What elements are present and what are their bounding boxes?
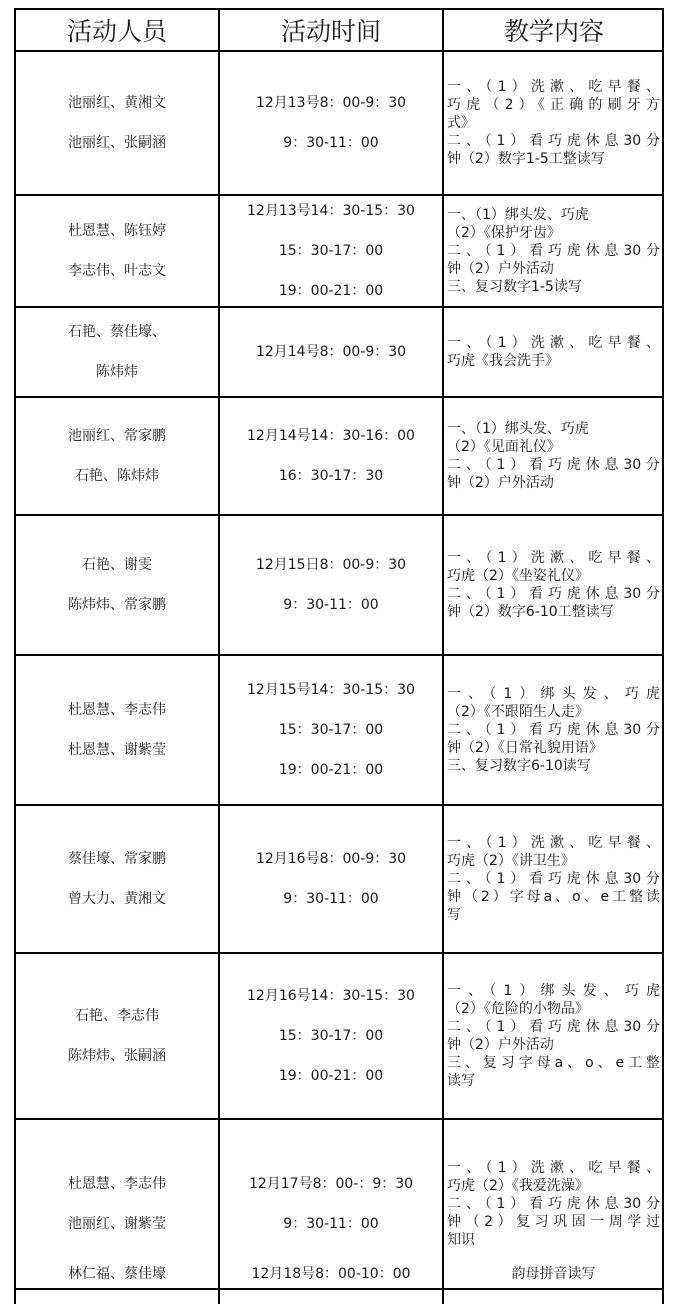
content-line: 一、（1）绑头发、巧虎 bbox=[447, 686, 660, 702]
person-line: 池丽红、张嗣涵 bbox=[68, 135, 166, 151]
person-line: 池丽红、常家鹏 bbox=[68, 428, 166, 444]
person-line: 石艳、李志伟 bbox=[75, 1008, 159, 1024]
person-line: 曾大力、黄湘文 bbox=[68, 891, 166, 907]
person-line: 石艳、陈炜炜 bbox=[75, 468, 159, 484]
content-line: 钟（2）户外活动 bbox=[447, 261, 554, 277]
people-cell bbox=[16, 516, 218, 654]
content-line: 二、（1）看巧虎休息30分 bbox=[447, 871, 660, 887]
person-line: 杜恩慧、李志伟 bbox=[68, 702, 166, 718]
content-line: 一、（1）洗漱、吃早餐、 bbox=[447, 79, 660, 95]
time-cell bbox=[220, 806, 442, 952]
content-line: 韵母拼音读写 bbox=[511, 1266, 596, 1282]
people-cell bbox=[16, 954, 218, 1118]
content-line: 钟（2）户外活动 bbox=[447, 1037, 554, 1053]
content-line: 钟（2）数字6-10工整读写 bbox=[447, 604, 614, 620]
time-line: 12月15号14：30-15：30 bbox=[247, 682, 415, 698]
schedule-table bbox=[14, 8, 664, 1304]
time-line: 12月14号8：00-9：30 bbox=[255, 344, 407, 360]
time-cell bbox=[220, 954, 442, 1118]
person-line: 石艳、蔡佳壕、 bbox=[68, 324, 166, 340]
content-cell bbox=[444, 196, 664, 306]
content-line: 二、（1）看巧虎休息30分 bbox=[447, 722, 660, 738]
person-line: 杜恩慧、谢紫莹 bbox=[68, 742, 166, 758]
content-line: 钟（2）字母a、o、e工整读 bbox=[447, 889, 660, 905]
time-line: 9：30-11：00 bbox=[283, 597, 379, 613]
time-line: 12月16号8：00-9：30 bbox=[255, 851, 407, 867]
content-cell bbox=[444, 398, 664, 514]
time-line: 9：30-11：00 bbox=[283, 891, 379, 907]
content-line: （2）《危险的小物品》 bbox=[447, 1001, 589, 1017]
time-cell bbox=[220, 398, 442, 514]
content-line: （2）《保护牙齿》 bbox=[447, 225, 561, 241]
time-line: 19：00-21：00 bbox=[278, 283, 384, 299]
content-line: 一、（1）洗漱、吃早餐、 bbox=[447, 1160, 660, 1176]
time-line: 12月13号14：30-15：30 bbox=[247, 203, 415, 219]
person-line: 陈炜炜、张嗣涵 bbox=[68, 1048, 166, 1064]
people-cell bbox=[16, 52, 218, 194]
content-line: 一、（1）绑头发、巧虎 bbox=[447, 207, 589, 223]
header-content: 教学内容 bbox=[503, 17, 604, 46]
content-line: 写 bbox=[447, 907, 461, 923]
people-cell bbox=[16, 656, 218, 804]
time-cell bbox=[220, 196, 442, 306]
content-line: （2）《见面礼仪》 bbox=[447, 439, 561, 455]
content-cell bbox=[444, 516, 664, 654]
content-line: 一、（1）洗漱、吃早餐、 bbox=[447, 335, 660, 351]
time-cell bbox=[220, 308, 442, 396]
time-line: 12月13号8：00-9：30 bbox=[255, 95, 407, 111]
content-line: 巧虎（2）《正确的刷牙方 bbox=[447, 97, 660, 113]
content-line: 一、（1）洗漱、吃早餐、 bbox=[447, 550, 660, 566]
person-line: 陈炜炜、常家鹏 bbox=[68, 597, 166, 613]
person-line: 陈炜炜 bbox=[96, 364, 138, 380]
time-line: 19：00-21：00 bbox=[278, 1068, 384, 1084]
content-line: 二、（1）看巧虎休息30分 bbox=[447, 243, 660, 259]
time-line: 12月16号14：30-15：30 bbox=[247, 988, 415, 1004]
content-line: 钟（2）数字1-5工整读写 bbox=[447, 151, 605, 167]
content-cell bbox=[444, 308, 664, 396]
person-line: 杜恩慧、陈钰婷 bbox=[68, 223, 166, 239]
content-line: 二、（1）看巧虎休息30分 bbox=[447, 1196, 660, 1212]
content-line: 巧虎（2）《坐姿礼仪》 bbox=[447, 568, 589, 584]
time-line: 9：30-11：00 bbox=[283, 1216, 379, 1232]
content-line: 钟（2）复习巩固一周学过 bbox=[447, 1214, 660, 1230]
content-cell bbox=[444, 954, 664, 1118]
content-line: 巧虎（2）《我爱洗澡》 bbox=[447, 1178, 589, 1194]
content-line: 钟（2）户外活动 bbox=[447, 475, 554, 491]
time-cell bbox=[220, 656, 442, 804]
time-line: 15：30-17：00 bbox=[278, 1028, 384, 1044]
content-line: 一、（1）绑头发、巧虎 bbox=[447, 983, 660, 999]
person-line: 李志伟、叶志文 bbox=[68, 263, 166, 279]
header-people: 活动人员 bbox=[66, 17, 167, 46]
row-divider bbox=[16, 1288, 662, 1290]
time-line: 12月17号8：00-：9：30 bbox=[248, 1176, 414, 1192]
content-line: 三、复习数字6-10读写 bbox=[447, 758, 591, 774]
content-line: 读写 bbox=[447, 1073, 475, 1089]
time-line: 16：30-17：30 bbox=[278, 468, 384, 484]
person-line: 石艳、谢雯 bbox=[82, 557, 152, 573]
content-line: 二、（1）看巧虎休息30分 bbox=[447, 133, 660, 149]
person-line: 林仁福、蔡佳壕 bbox=[68, 1266, 166, 1282]
time-line: 19：00-21：00 bbox=[278, 762, 384, 778]
time-line: 15：30-17：00 bbox=[278, 243, 384, 259]
people-cell bbox=[16, 308, 218, 396]
time-line: 15：30-17：00 bbox=[278, 722, 384, 738]
content-line: 三、复习字母a、o、e工整 bbox=[447, 1055, 660, 1071]
person-line: 池丽红、黄湘文 bbox=[68, 95, 166, 111]
time-line: 12月18号8：00-10：00 bbox=[251, 1266, 411, 1282]
content-line: 知识 bbox=[447, 1232, 475, 1248]
content-line: 一、（1）洗漱、吃早餐、 bbox=[447, 835, 660, 851]
content-line: 二、（1）看巧虎休息30分 bbox=[447, 1019, 660, 1035]
content-line: 三、复习数字1-5读写 bbox=[447, 279, 582, 295]
time-line: 12月15日8：00-9：30 bbox=[255, 557, 407, 573]
content-line: 二、（1）看巧虎休息30分 bbox=[447, 586, 660, 602]
content-cell bbox=[444, 656, 664, 804]
person-line: 蔡佳壕、常家鹏 bbox=[68, 851, 166, 867]
people-cell bbox=[16, 196, 218, 306]
people-cell bbox=[16, 1260, 218, 1288]
time-cell bbox=[220, 516, 442, 654]
content-line: 钟（2）《日常礼貌用语》 bbox=[447, 740, 603, 756]
people-cell bbox=[16, 398, 218, 514]
content-cell bbox=[444, 52, 664, 194]
header-time: 活动时间 bbox=[280, 17, 381, 46]
person-line: 池丽红、谢紫莹 bbox=[68, 1216, 166, 1232]
time-cell bbox=[220, 1260, 442, 1288]
content-cell bbox=[444, 806, 664, 952]
content-line: （2）《不跟陌生人走》 bbox=[447, 704, 589, 720]
content-line: 二、（1）看巧虎休息30分 bbox=[447, 457, 660, 473]
content-line: 式》 bbox=[447, 115, 475, 131]
time-line: 9：30-11：00 bbox=[283, 135, 379, 151]
time-cell bbox=[220, 52, 442, 194]
time-line: 12月14号14：30-16：00 bbox=[247, 428, 415, 444]
content-cell bbox=[444, 1260, 664, 1288]
people-cell bbox=[16, 806, 218, 952]
person-line: 杜恩慧、李志伟 bbox=[68, 1176, 166, 1192]
content-line: 巧虎《我会洗手》 bbox=[447, 353, 559, 369]
content-line: 一、（1）绑头发、巧虎 bbox=[447, 421, 589, 437]
content-line: 巧虎（2）《讲卫生》 bbox=[447, 853, 575, 869]
